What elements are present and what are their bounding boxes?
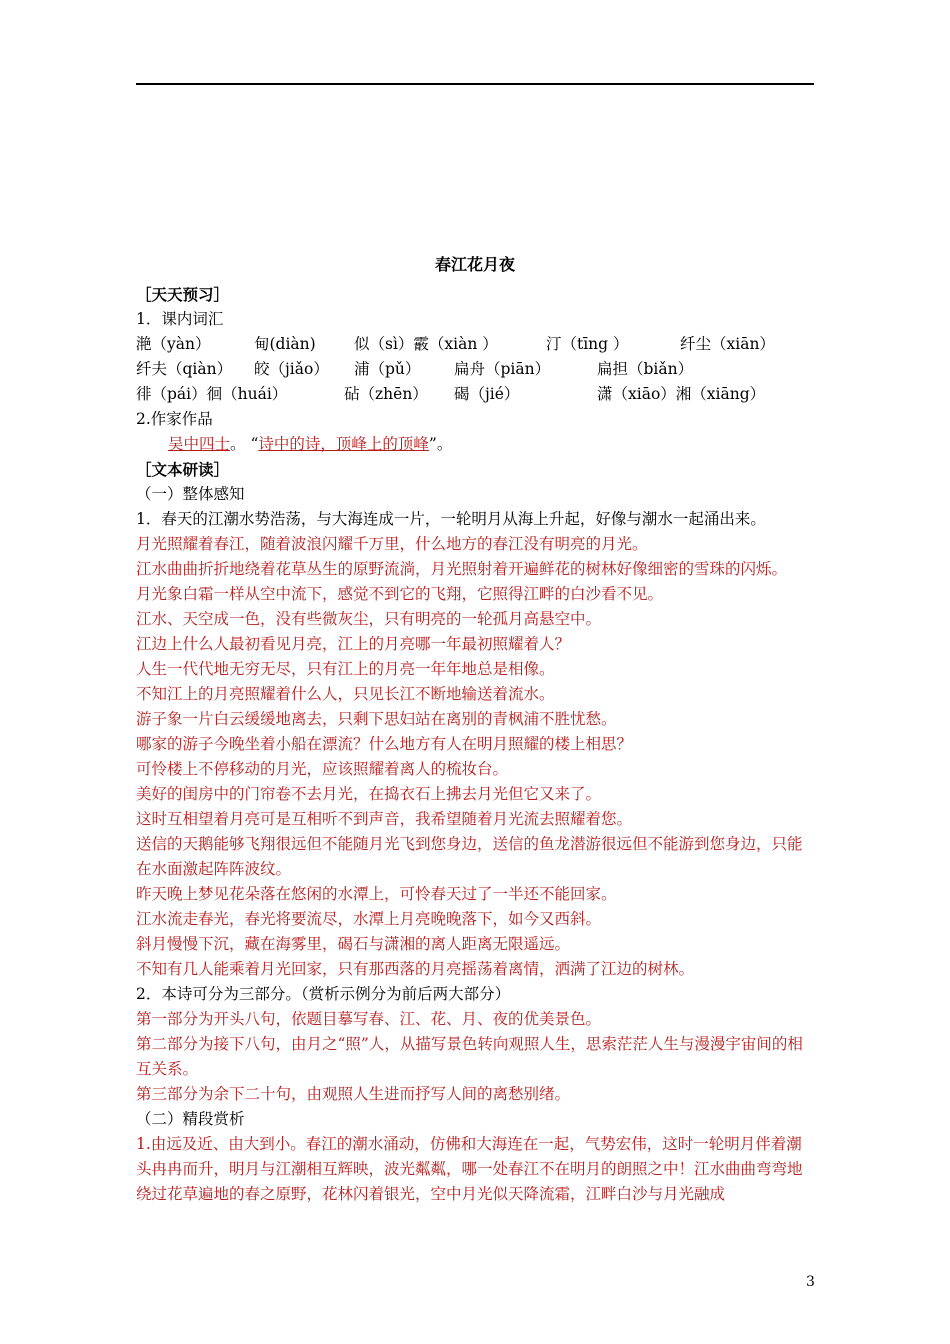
page-title: 春江花月夜 [434,255,515,274]
translation-line: 这时互相望着月亮可是互相听不到声音，我希望随着月光流去照耀着您。 [136,810,633,828]
vocab-item: 似（sì）霰（xiàn ） [354,335,498,353]
translation-line: 游子象一片白云缓缓地离去，只剩下思妇站在离别的青枫浦不胜忧愁。 [136,710,617,728]
vocab-item: 徘（pái）徊（huái） [136,385,288,403]
translation-line: 昨天晚上梦见花朵落在悠闲的水潭上，可怜春天过了一半还不能回家。 [136,885,617,903]
translation-line: 江水曲曲折折地绕着花草丛生的原野流淌，月光照射着开遍鲜花的树林好像细密的雪珠的闪烁。 [136,560,788,578]
vocab-item: 滟（yàn） [136,335,211,353]
subsection-overall: （一）整体感知 [136,485,245,503]
translation-line: 哪家的游子今晚坐着小船在漂流？什么地方有人在明月照耀的楼上相思？ [136,735,633,753]
structure-line: 第一部分为开头八句，依题目摹写春、江、花、月、夜的优美景色。 [136,1010,602,1028]
author-heading: 2.作家作品 [136,410,213,428]
vocab-item: 甸(diàn) [254,335,316,353]
vocab-item: 浦（pǔ） [354,360,421,378]
translation-line: 江水流走春光，春光将要流尽，水潭上月亮晚晚落下，如今又西斜。 [136,910,602,928]
vocab-heading: 1．课内词汇 [136,310,224,328]
translation-line: 人生一代代地无穷无尽，只有江上的月亮一年年地总是相像。 [136,660,555,678]
author-quote: 诗中的诗，顶峰上的顶峰 [258,435,429,453]
structure-heading: 2．本诗可分为三部分。（赏析示例分为前后两大部分） [136,985,511,1003]
translation-line: 美好的闺房中的门帘卷不去月光，在捣衣石上拂去月光但它又来了。 [136,785,602,803]
translation-line: 不知有几人能乘着月光回家，只有那西落的月亮摇荡着离情，洒满了江边的树林。 [136,960,695,978]
vocab-item: 扁舟（piān） [454,360,551,378]
vocab-item: 扁担（biǎn） [597,360,694,378]
vocab-row-1 [136,332,816,357]
analysis-paragraph: 1.由远及近、由大到小。春江的潮水涌动，仿佛和大海连在一起，气势宏伟，这时一轮明月伴着潮头冉冉而升，明月与江潮相互辉映，波光粼粼，哪一处春江不在明月的朗照之中！江水曲曲弯弯地绕过花草遍地的春之原野，花林闪着银光，空中月光似天降流霜，江畔白沙与月光融成 [136,1135,803,1203]
vocab-item: 纤尘（xiān） [680,335,775,353]
translation-line: 斜月慢慢下沉，藏在海雾里，碣石与潇湘的离人距离无限遥远。 [136,935,571,953]
translation-line: 江边上什么人最初看见月亮，江上的月亮哪一年最初照耀着人？ [136,635,571,653]
translation-line: 江水、天空成一色，没有些微灰尘，只有明亮的一轮孤月高悬空中。 [136,610,602,628]
section-heading-study: ［文本研读］ [136,460,230,479]
author-line [136,432,816,457]
author-name: 吴中四士 [168,435,231,453]
vocab-item: 碣（jié） [454,385,520,403]
structure-line: 第二部分为接下八句，由月之“照”人，从描写景色转向观照人生，思索茫茫人生与漫漫宇宙间的相互关系。 [136,1035,803,1078]
vocab-item: 皎（jiǎo） [254,360,329,378]
author-end: ”。 [428,435,453,453]
translation-line: 1．春天的江潮水势浩荡，与大海连成一片，一轮明月从海上升起，好像与潮水一起涌出来。 [136,510,766,528]
page-number: 3 [806,1274,815,1290]
translation-line: 不知江上的月亮照耀着什么人，只见长江不断地输送着流水。 [136,685,555,703]
vocab-row-3 [136,382,816,407]
header-rule [136,83,814,85]
vocab-row-2 [136,357,816,382]
translation-line: 月光照耀着春江，随着波浪闪耀千万里，什么地方的春江没有明亮的月光。 [136,535,648,553]
translation-line: 可怜楼上不停移动的月光，应该照耀着离人的梳妆台。 [136,760,509,778]
author-separator: 。 “ [230,435,259,453]
document-body [136,282,816,1207]
translation-line: 月光象白霜一样从空中流下，感觉不到它的飞翔，它照得江畔的白沙看不见。 [136,585,664,603]
vocab-item: 纤夫（qiàn） [136,360,233,378]
vocab-item: 潇（xiāo）湘（xiāng） [597,385,766,403]
vocab-item: 汀（tīng ） [546,335,629,353]
vocab-item: 砧（zhēn） [344,385,428,403]
section-heading-preview: ［天天预习］ [136,285,230,304]
structure-line: 第三部分为余下二十句，由观照人生进而抒写人间的离愁别绪。 [136,1085,571,1103]
subsection-analysis: （二）精段赏析 [136,1110,245,1128]
translation-line: 送信的天鹅能够飞翔很远但不能随月光飞到您身边，送信的鱼龙潜游很远但不能游到您身边，只能在水面激起阵阵波纹。 [136,835,803,878]
